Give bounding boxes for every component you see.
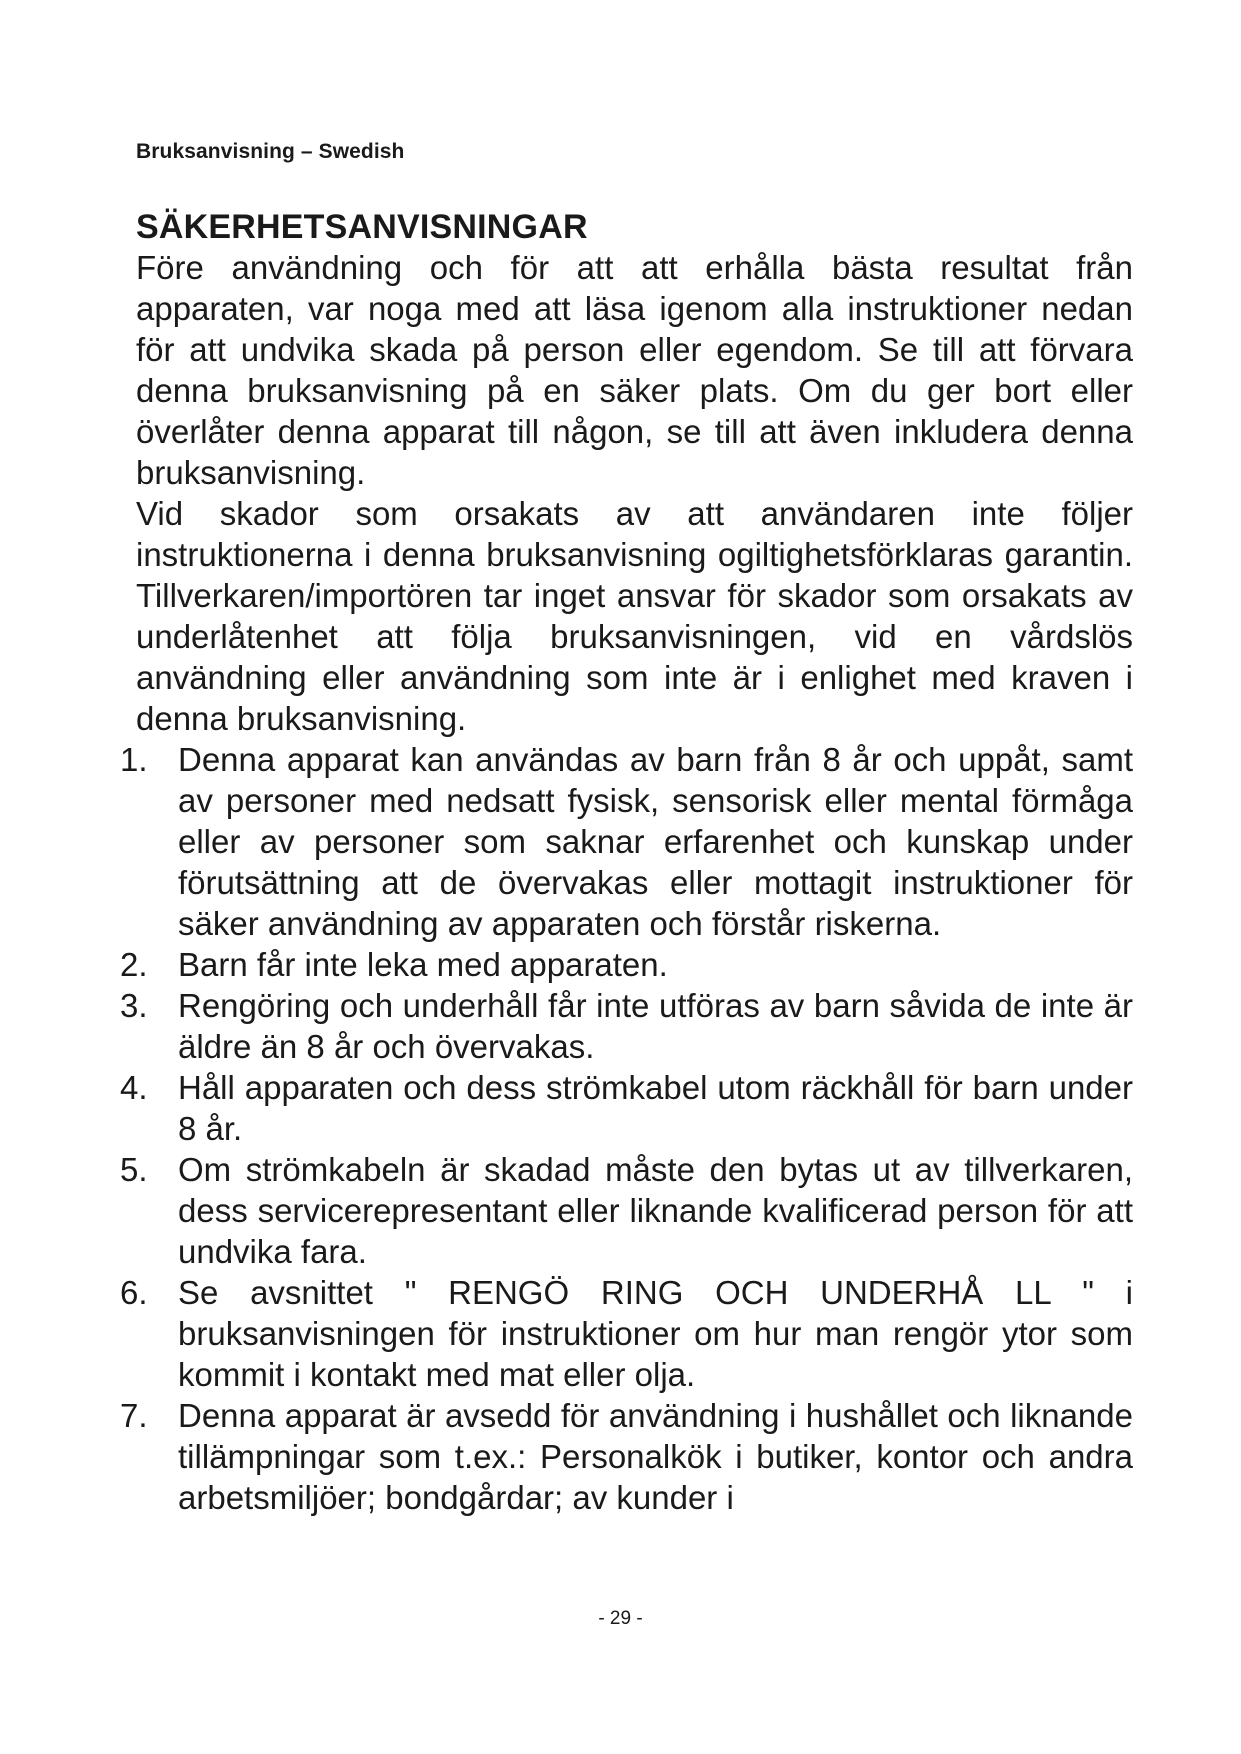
safety-section	[120, 207, 1133, 1518]
list-item-text: Barn får inte leka med apparaten.	[178, 946, 668, 983]
safety-instructions-list	[120, 739, 1133, 1518]
list-item	[120, 1395, 1133, 1518]
list-item-number: 2.	[120, 946, 148, 983]
list-item-text: Denna apparat är avsedd för användning i hushållet och liknande tillämpningar som t.ex.: Personalkök i butiker, kontor och andra arbetsmiljöer; bondgårdar; av kunder i	[178, 1397, 1133, 1516]
list-item-text: Om strömkabeln är skadad måste den bytas ut av tillverkaren, dess servicerepresentant eller liknande kvalificerad person för att undvika fara.	[178, 1151, 1133, 1270]
intro-paragraph: Före användning och för att att erhålla bästa resultat från apparaten, var noga med att läsa igenom alla instruktioner nedan för att undvika skada på person eller egendom. Se till att förvara denna bruksanvisning på en säker plats. Om du ger bort eller överlåter denna apparat till någon, se till att även inkludera denna bruksanvisning.	[136, 249, 1133, 491]
list-item-number: 5.	[120, 1151, 148, 1188]
list-item	[120, 1272, 1133, 1395]
list-item-number: 7.	[120, 1397, 148, 1434]
section-title: SÄKERHETSANVISNINGAR	[136, 208, 588, 246]
page-number: - 29 -	[598, 1608, 643, 1629]
list-item	[120, 1067, 1133, 1149]
list-item	[120, 1149, 1133, 1272]
list-item	[120, 944, 1133, 985]
list-item-number: 3.	[120, 987, 148, 1024]
list-item-number: 1.	[120, 741, 148, 778]
list-item-number: 4.	[120, 1069, 148, 1106]
list-item	[120, 739, 1133, 944]
list-item-text: Rengöring och underhåll får inte utföras av barn såvida de inte är äldre än 8 år och övervakas.	[178, 987, 1133, 1065]
document-header-label: Bruksanvisning – Swedish	[136, 140, 405, 163]
list-item-text: Se avsnittet " RENGÖ RING OCH UNDERHÅ LL " i bruksanvisningen för instruktioner om hur man rengör ytor som kommit i kontakt med mat eller olja.	[178, 1274, 1133, 1393]
list-item	[120, 985, 1133, 1067]
list-item-text: Denna apparat kan användas av barn från 8 år och uppåt, samt av personer med nedsatt fysisk, sensorisk eller mental förmåga eller av personer som saknar erfarenhet och kunskap under förutsättning att de övervakas eller mottagit instruktioner för säker användning av apparaten och förstår riskerna.	[178, 741, 1133, 942]
list-item-text: Håll apparaten och dess strömkabel utom räckhåll för barn under 8 år.	[178, 1069, 1133, 1147]
list-item-number: 6.	[120, 1274, 148, 1311]
warranty-paragraph: Vid skador som orsakats av att användaren inte följer instruktionerna i denna bruksanvisning ogiltighetsförklaras garantin. Tillverkaren/importören tar inget ansvar för skador som orsakats av underlåtenhet att följa bruksanvisningen, vid en vårdslös användning eller användning som inte är i enlighet med kraven i denna bruksanvisning.	[136, 495, 1133, 737]
